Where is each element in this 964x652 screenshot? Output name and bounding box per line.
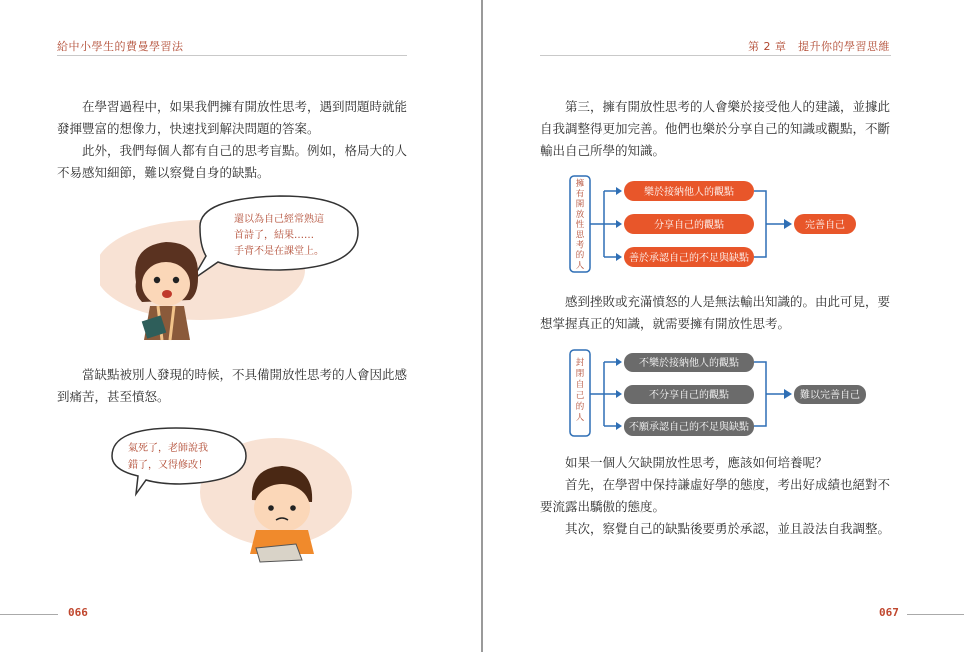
paragraph: 其次，察覺自己的缺點後要勇於承認，並且設法自我調整。 [565,521,891,536]
running-head-right: 第 2 章 提升你的學習思維 [748,40,890,53]
diagram-item-label: 善於承認自己的不足與缺點 [629,253,749,264]
diagram-item-label: 樂於接納他人的觀點 [644,187,734,198]
merge-connector [754,362,784,426]
footer-rule [0,614,58,615]
boy-illustration [106,420,366,565]
paragraph: 此外，我們每個人都有自己的思考盲點。例如，格局大的人不易感知細節，難以察覺自身的缺點。 [57,143,408,180]
paragraph: 首先，在學習中保持謙虛好學的態度，考出好成績也絕對不要流露出驕傲的態度。 [540,477,891,514]
paragraph: 感到挫敗或充滿憤怒的人是無法輸出知識的。由此可見，要想掌握真正的知識，就需要擁有開放性思考。 [540,294,891,331]
left-text-block-1 [57,96,409,184]
bubble-line: 錯了，又得修改！ [128,460,208,471]
header-rule [57,55,407,56]
left-page [0,0,481,652]
diagram-source-label: 擁有開放性思考的人 [575,179,585,271]
bubble-line: 手背不是在課堂上。 [234,246,324,257]
diagram-item-label: 不分享自己的觀點 [649,390,729,401]
paragraph: 如果一個人欠缺開放性思考，應該如何培養呢？ [565,455,828,470]
girl-figure [135,242,198,340]
left-text-block-2 [57,364,409,408]
diagram-item [604,417,754,436]
running-head-left: 給中小學生的費曼學習法 [57,40,184,53]
page-number-right: 067 [879,606,899,619]
bubble-line: 還以為自己經常熟這 [234,214,324,225]
connector [590,191,604,257]
diagram-result-label: 難以完善自己 [800,390,860,401]
right-page [483,0,964,652]
bubble-line: 氣死了，老師說我 [128,443,208,454]
diagram-item [604,214,754,234]
right-text-block-3 [540,452,892,540]
footer-rule [907,614,964,615]
arrow-icon [784,389,792,399]
arrow-icon [784,219,792,229]
closed-mind-diagram [568,348,888,440]
header-rule [540,55,891,56]
right-text-block-2 [540,291,892,335]
right-text-block-1 [540,96,892,162]
girl-illustration [100,190,380,350]
diagram-item-label: 不樂於接納他人的觀點 [639,358,739,369]
diagram-item [604,385,754,404]
diagram-item [604,247,754,267]
diagram-result-label: 完善自己 [805,220,845,231]
open-mind-diagram [568,174,888,276]
page-number-left: 066 [68,606,88,619]
paragraph: 當缺點被別人發現的時候，不具備開放性思考的人會因此感到痛苦，甚至憤怒。 [57,367,408,404]
bubble-line: 首詩了，結果…… [234,230,314,241]
boy-figure [250,466,314,562]
paragraph: 在學習過程中，如果我們擁有開放性思考，遇到問題時就能發揮豐富的想像力，快速找到解決問題的答案。 [57,99,408,136]
diagram-source-label: 封閉自己的人 [575,357,585,423]
merge-connector [754,191,784,257]
diagram-item-label: 不願承認自己的不足與缺點 [629,422,749,433]
diagram-item [604,353,754,372]
diagram-item-label: 分享自己的觀點 [654,220,724,231]
paragraph: 第三，擁有開放性思考的人會樂於接受他人的建議，並據此自我調整得更加完善。他們也樂於分享自己的知識或觀點，不斷輸出自己所學的知識。 [540,99,891,158]
diagram-item [604,181,754,201]
connector [590,362,604,426]
